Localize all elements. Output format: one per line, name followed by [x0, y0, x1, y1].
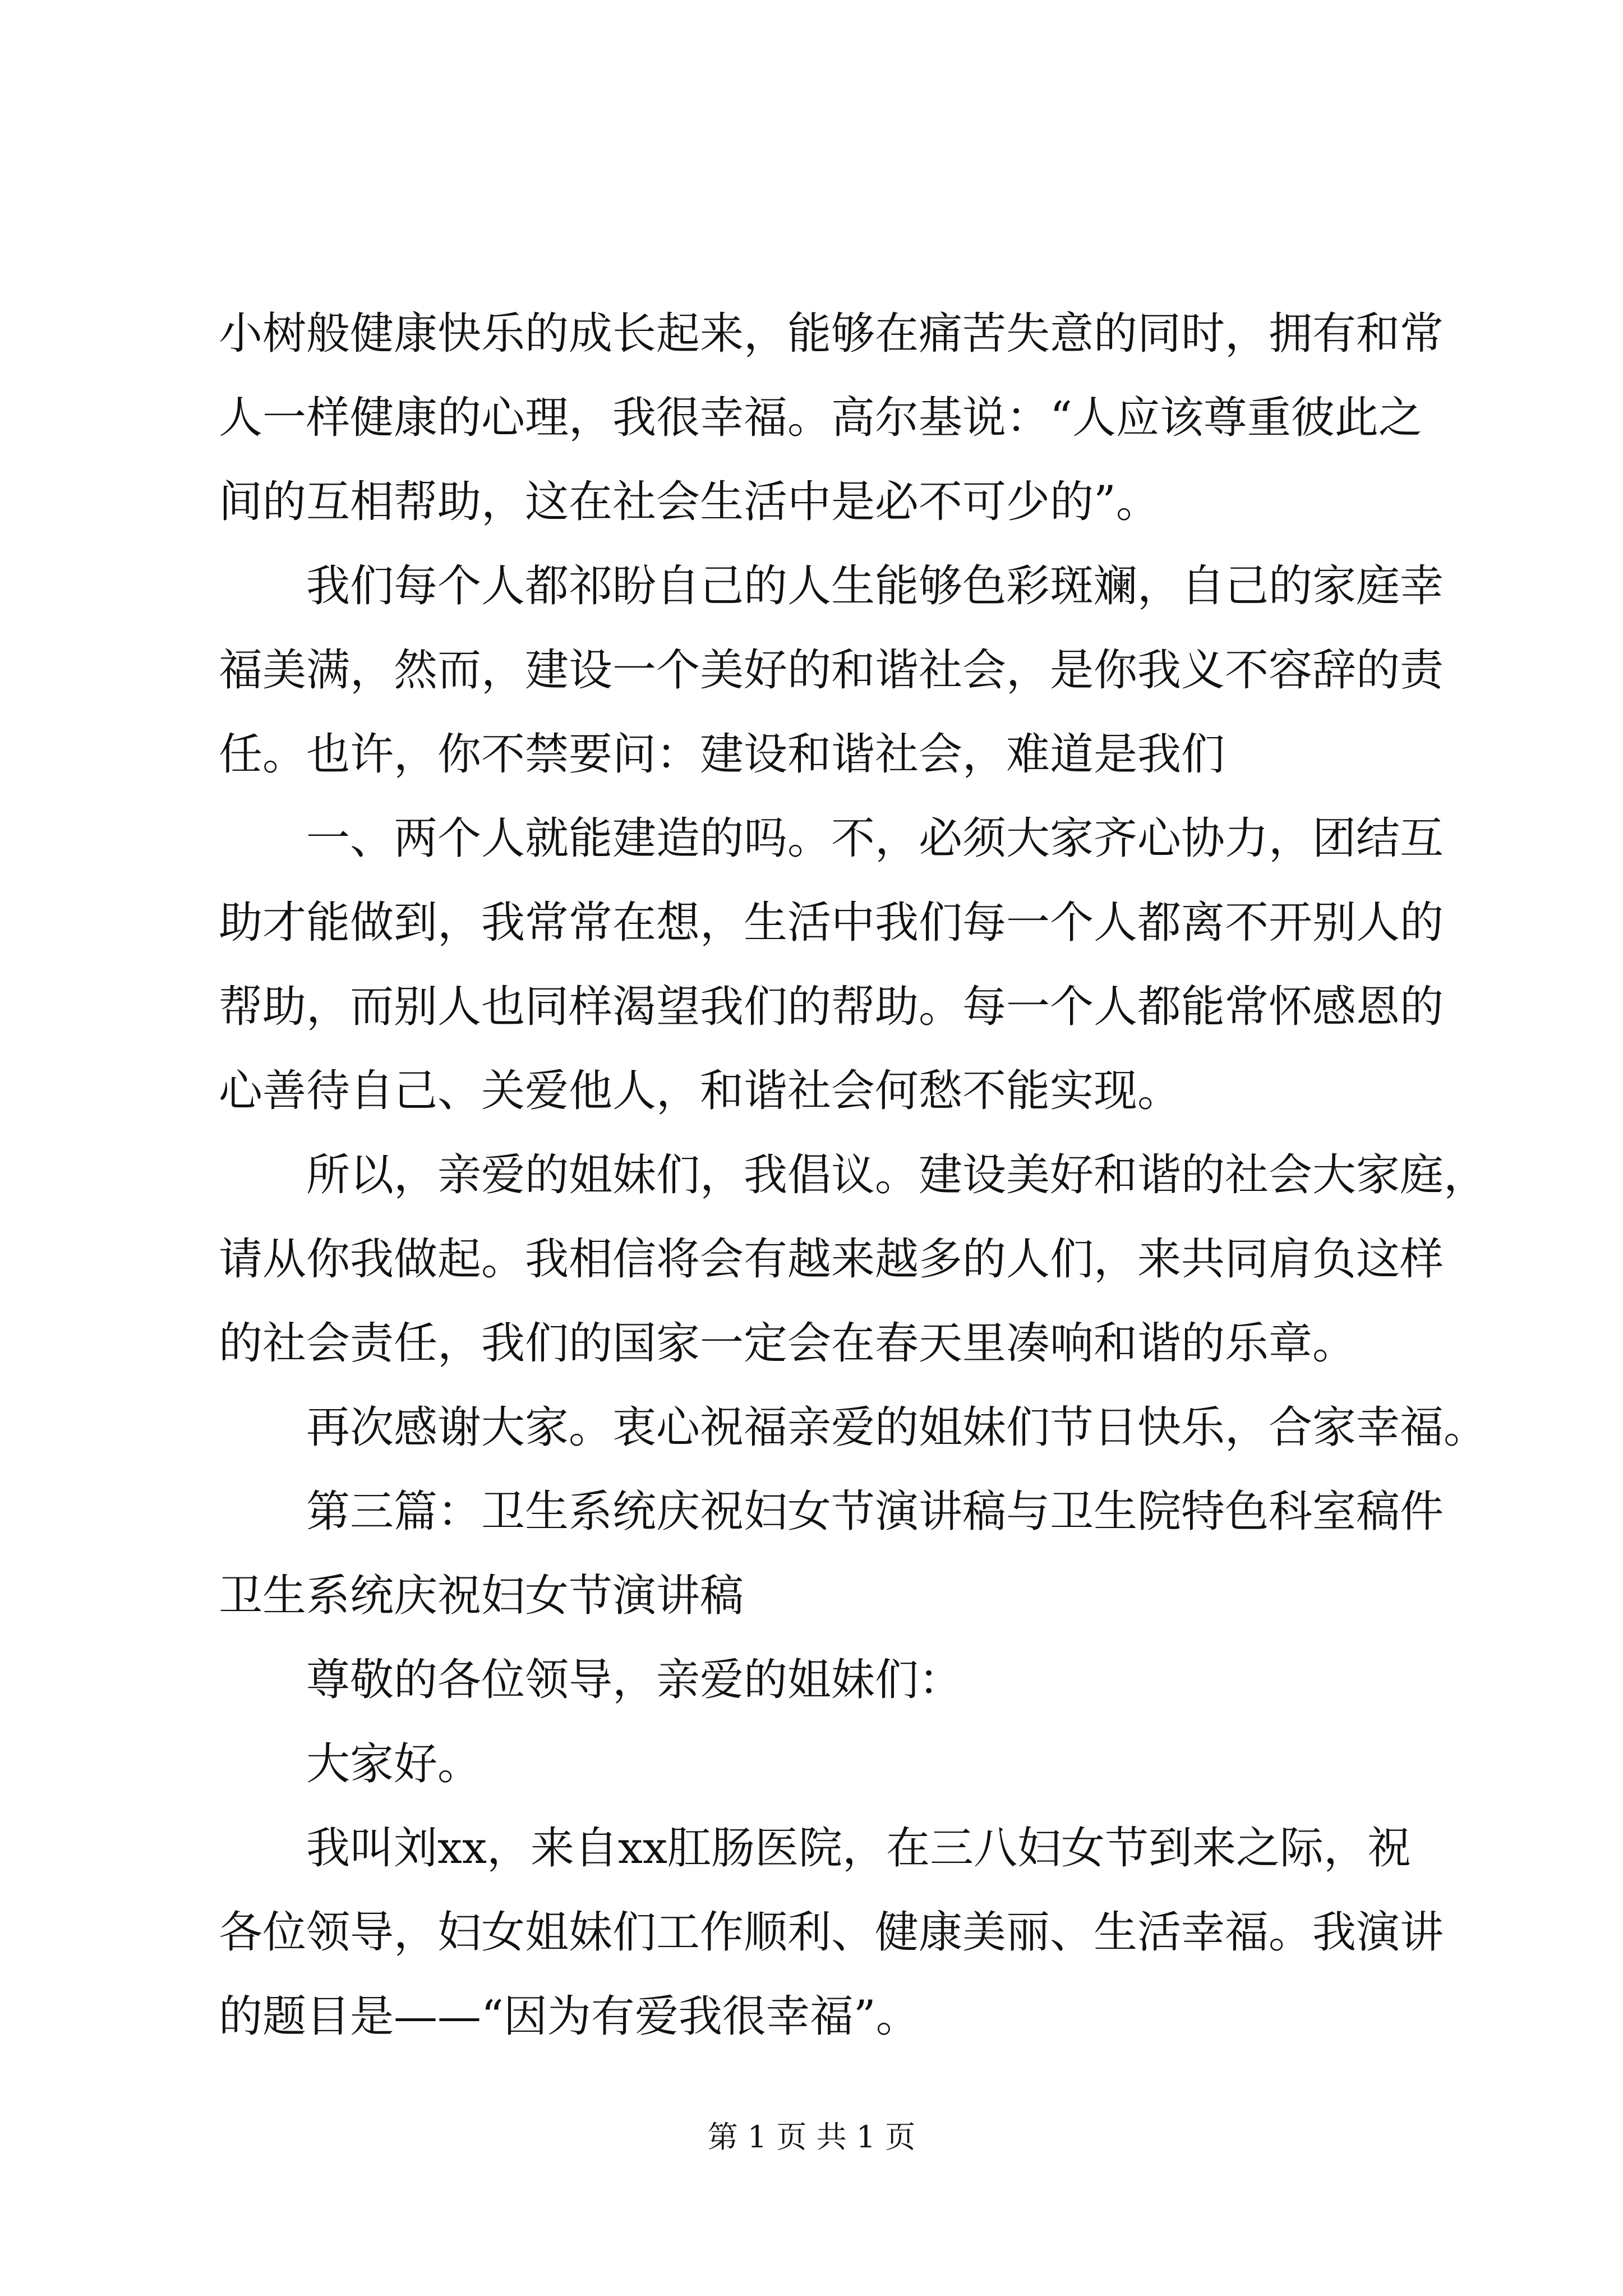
- text-line: 所以，亲爱的姐妹们，我倡议。建设美好和谐的社会大家庭，: [306, 1150, 1488, 1200]
- text-line: 各位领导，妇女姐妹们工作顺利、健康美丽、生活幸福。我演讲: [219, 1907, 1444, 1958]
- text-line: 第三篇：卫生系统庆祝妇女节演讲稿与卫生院特色科室稿件: [306, 1487, 1444, 1537]
- text-line: 任。也许，你不禁要问：建设和谐社会，难道是我们: [219, 729, 1225, 780]
- page-footer: 第 1 页 共 1 页: [707, 2119, 916, 2155]
- text-line: 小树般健康快乐的成长起来，能够在痛苦失意的同时，拥有和常: [219, 309, 1444, 359]
- text-line: 心善待自己、关爱他人，和谐社会何愁不能实现。: [219, 1066, 1182, 1116]
- text-line: 请从你我做起。我相信将会有越来越多的人们，来共同肩负这样: [219, 1234, 1444, 1285]
- text-line: 一、两个人就能建造的吗。不，必须大家齐心协力，团结互: [306, 813, 1444, 864]
- text-line: 我们每个人都祁盼自己的人生能够色彩斑斓，自己的家庭幸: [306, 561, 1444, 611]
- text-line: 再次感谢大家。衷心祝福亲爱的姐妹们节日快乐，合家幸福。: [306, 1402, 1488, 1453]
- text-line: 我叫刘xx，来自xx肛肠医院，在三八妇女节到来之际，祝: [306, 1823, 1411, 1874]
- text-line: 间的互相帮助，这在社会生活中是必不可少的”。: [219, 477, 1160, 527]
- text-line: 助才能做到，我常常在想，生活中我们每一个人都离不开别人的: [219, 898, 1444, 948]
- text-line: 的社会责任，我们的国家一定会在春天里凑响和谐的乐章。: [219, 1318, 1357, 1369]
- text-line: 尊敬的各位领导，亲爱的姐妹们：: [306, 1655, 963, 1705]
- text-line: 大家好。: [306, 1739, 482, 1789]
- document-body: [219, 292, 1488, 2059]
- text-line: 福美满，然而，建设一个美好的和谐社会，是你我义不容辞的责: [219, 645, 1444, 696]
- text-line: 帮助，而别人也同样渴望我们的帮助。每一个人都能常怀感恩的: [219, 982, 1444, 1032]
- text-line: 卫生系统庆祝妇女节演讲稿: [219, 1571, 744, 1621]
- text-line: 的题目是——“因为有爱我很幸福”。: [219, 1991, 920, 2042]
- text-line: 人一样健康的心理，我很幸福。高尔基说：“人应该尊重彼此之: [219, 393, 1422, 443]
